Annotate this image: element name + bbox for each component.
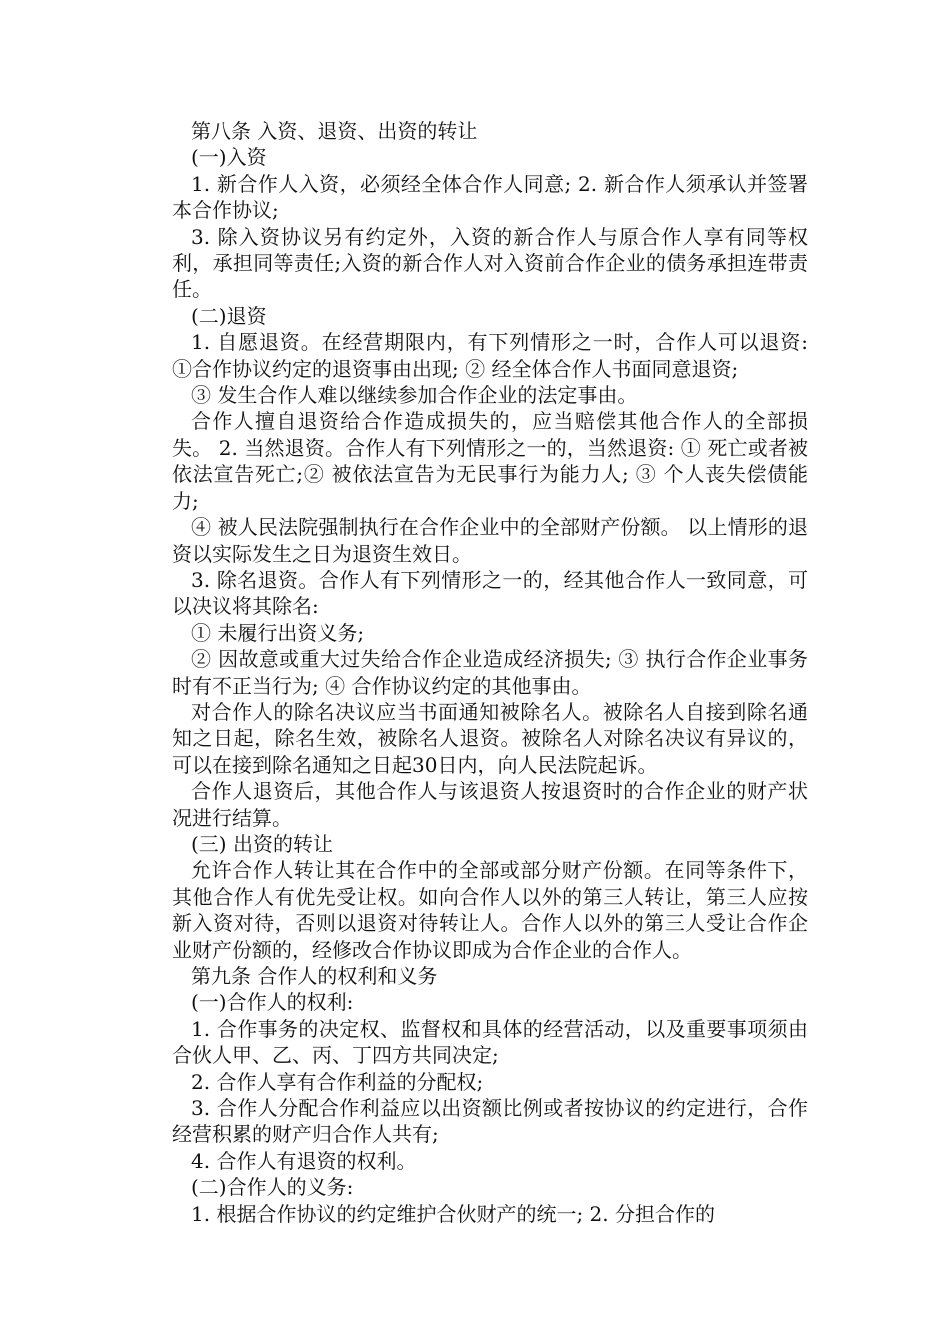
paragraph: 4. 合作人有退资的权利。 bbox=[191, 1148, 417, 1173]
article-9-heading: 第九条 合作人的权利和义务 bbox=[191, 964, 438, 988]
paragraph: 3. 除入资协议另有约定外，入资的新合作人与原合作人享有同等权利，承担同等责任;入资的新合作人对入资前合作企业的债务承担连带责任。 bbox=[172, 224, 808, 302]
paragraph: 1. 合作事务的决定权、监督权和具体的经营活动，以及重要事项须由合伙人甲、乙、丙、丁四方共同决定; bbox=[172, 1016, 808, 1068]
section-heading-transfer: (三) 出资的转让 bbox=[191, 831, 333, 856]
paragraph: ③ 发生合作人难以继续参加合作企业的法定事由。 bbox=[191, 383, 638, 408]
paragraph: 3. 除名退资。合作人有下列情形之一的，经其他合作人一致同意，可以决议将其除名: bbox=[172, 567, 808, 619]
paragraph: ② 因故意或重大过失给合作企业造成经济损失; ③ 执行合作企业事务时有不正当行为; ④ 合作协议约定的其他事由。 bbox=[172, 647, 808, 698]
article-8-heading: 第八条 入资、退资、出资的转让 bbox=[191, 119, 478, 143]
paragraph: 合作人退资后，其他合作人与该退资人按退资时的合作企业的财产状况进行结算。 bbox=[172, 779, 808, 830]
paragraph: ④ 被人民法院强制执行在合作企业中的全部财产份额。 以上情形的退资以实际发生之日为退资生效日。 bbox=[172, 515, 808, 566]
section-heading-obligations: (二)合作人的义务: bbox=[191, 1175, 354, 1200]
paragraph: 1. 根据合作协议的约定维护合伙财产的统一; 2. 分担合作的 bbox=[191, 1201, 715, 1226]
section-heading-rights: (一)合作人的权利: bbox=[191, 990, 354, 1015]
section-heading-capital-entry: (一)入资 bbox=[191, 145, 267, 170]
paragraph: 对合作人的除名决议应当书面通知被除名人。被除名人自接到除名通知之日起，除名生效，被除名人退资。被除名人对除名决议有异议的，可以在接到除名通知之日起30日内，向人民法院起诉。 bbox=[172, 699, 808, 777]
paragraph: ① 未履行出资义务; bbox=[191, 620, 365, 645]
paragraph: 3. 合作人分配合作利益应以出资额比例或者按协议的约定进行，合作经营积累的财产归合作人共有; bbox=[172, 1096, 808, 1147]
paragraph: 2. 合作人享有合作利益的分配权; bbox=[191, 1069, 484, 1094]
paragraph: 合作人擅自退资给合作造成损失的，应当赔偿其他合作人的全部损失。 2. 当然退资。合作人有下列情形之一的，当然退资: ① 死亡或者被依法宣告死亡;② 被依法宣告为无民事行为能力人; ③ 个人丧失偿债能力; bbox=[172, 409, 808, 513]
section-heading-withdrawal: (二)退资 bbox=[191, 303, 267, 328]
paragraph: 1. 自愿退资。在经营期限内，有下列情形之一时，合作人可以退资: ①合作协议约定的退资事由出现; ② 经全体合作人书面同意退资; bbox=[172, 330, 808, 381]
paragraph: 1. 新合作人入资，必须经全体合作人同意; 2. 新合作人须承认并签署本合作协议; bbox=[172, 171, 808, 223]
paragraph: 允许合作人转让其在合作中的全部或部分财产份额。在同等条件下，其他合作人有优先受让权。如向合作人以外的第三人转让，第三人应按新入资对待，否则以退资对待转让人。合作人以外的第三人受让合作企业财产份额的，经修改合作协议即成为合作企业的合作人。 bbox=[172, 858, 808, 962]
document-body bbox=[172, 118, 808, 1227]
